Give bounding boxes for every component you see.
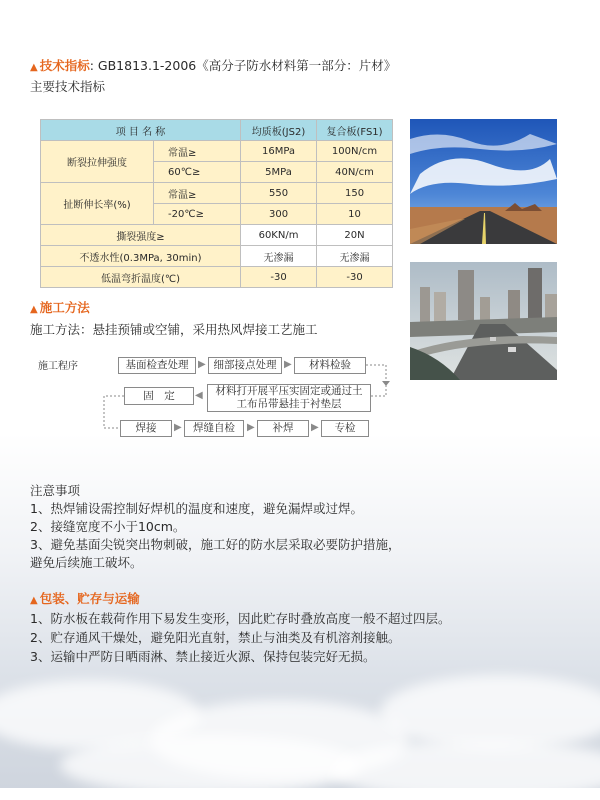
arrow-right-icon: ▶ bbox=[247, 422, 255, 433]
flow-label: 施工程序 bbox=[38, 361, 78, 372]
row-name: 低温弯折温度(℃) bbox=[41, 267, 241, 288]
construction-heading-label: 施工方法 bbox=[39, 300, 90, 315]
row-name: 撕裂强度≥ bbox=[41, 225, 241, 246]
row-condition: 常温≥ bbox=[154, 183, 241, 204]
packing-item: 1、防水板在载荷作用下易发生变形，因此贮存时叠放高度一般不超过四层。 bbox=[30, 611, 451, 626]
packing-heading-label: 包装、贮存与运输 bbox=[39, 591, 140, 606]
row-name: 扯断伸长率(%) bbox=[41, 183, 154, 225]
packing-heading bbox=[30, 589, 140, 607]
spec-heading-standard: : GB1813.1-2006《高分子防水材料第一部分：片材》 bbox=[89, 58, 397, 73]
flow-step-detail: 细部接点处理 bbox=[208, 357, 282, 374]
arrow-right-icon: ▶ bbox=[174, 422, 182, 433]
cell-fs1: 100N/cm bbox=[317, 141, 393, 162]
flow-step-lay-fix-line1: 材料打开展平压实固定或通过土 bbox=[215, 385, 363, 397]
col-item-header: 项 目 名 称 bbox=[41, 120, 241, 141]
row-condition: 60℃≥ bbox=[154, 162, 241, 183]
note-item: 3、避免基面尖锐突出物刺破，施工好的防水层采取必要防护措施， bbox=[30, 537, 401, 552]
construction-method-text: 施工方法：悬挂预铺或空铺，采用热风焊接工艺施工 bbox=[30, 322, 318, 337]
cell-js2: -30 bbox=[241, 267, 317, 288]
note-item: 1、热焊铺设需控制好焊机的温度和速度，避免漏焊或过焊。 bbox=[30, 501, 363, 516]
flow-step-repair-weld: 补焊 bbox=[257, 420, 309, 437]
row-name: 断裂拉伸强度 bbox=[41, 141, 154, 183]
flow-step-base-check: 基面检查处理 bbox=[118, 357, 196, 374]
triangle-bullet-icon: ▲ bbox=[30, 595, 38, 606]
cell-js2: 300 bbox=[241, 204, 317, 225]
cell-fs1: 40N/cm bbox=[317, 162, 393, 183]
packing-item: 2、贮存通风干燥处，避免阳光直射，禁止与油类及有机溶剂接触。 bbox=[30, 630, 401, 645]
cell-fs1: 无渗漏 bbox=[317, 246, 393, 267]
col-fs1-header: 复合板(FS1) bbox=[317, 120, 393, 141]
cell-js2: 550 bbox=[241, 183, 317, 204]
spec-heading-label: 技术指标 bbox=[39, 58, 90, 73]
note-item-continued: 避免后续施工破坏。 bbox=[30, 555, 143, 570]
arrow-right-icon: ▶ bbox=[311, 422, 319, 433]
flow-step-self-check: 焊缝自检 bbox=[184, 420, 244, 437]
arrow-left-icon: ◀ bbox=[195, 390, 203, 401]
note-item: 2、接缝宽度不小于10cm。 bbox=[30, 519, 186, 534]
cell-fs1: 10 bbox=[317, 204, 393, 225]
notes-title: 注意事项 bbox=[30, 483, 81, 498]
flow-step-weld: 焊接 bbox=[120, 420, 172, 437]
triangle-bullet-icon: ▲ bbox=[30, 62, 38, 73]
flow-step-lay-fix bbox=[207, 384, 371, 412]
flow-step-fix: 固 定 bbox=[124, 387, 194, 405]
packing-item: 3、运输中严防日晒雨淋、禁止接近火源、保持包装完好无损。 bbox=[30, 649, 376, 664]
triangle-bullet-icon: ▲ bbox=[30, 304, 38, 315]
cell-fs1: 20N bbox=[317, 225, 393, 246]
cell-js2: 无渗漏 bbox=[241, 246, 317, 267]
flow-step-material-inspect: 材料检验 bbox=[294, 357, 366, 374]
cell-fs1: 150 bbox=[317, 183, 393, 204]
flow-step-inspection: 专检 bbox=[321, 420, 369, 437]
cell-js2: 60KN/m bbox=[241, 225, 317, 246]
row-condition: -20℃≥ bbox=[154, 204, 241, 225]
flow-step-lay-fix-line2: 工布吊带悬挂于衬垫层 bbox=[236, 398, 342, 410]
col-js2-header: 均质板(JS2) bbox=[241, 120, 317, 141]
arrow-right-icon: ▶ bbox=[284, 359, 292, 370]
spec-subtitle: 主要技术指标 bbox=[30, 79, 106, 94]
row-condition: 常温≥ bbox=[154, 141, 241, 162]
cell-fs1: -30 bbox=[317, 267, 393, 288]
cell-js2: 5MPa bbox=[241, 162, 317, 183]
cell-js2: 16MPa bbox=[241, 141, 317, 162]
arrow-right-icon: ▶ bbox=[198, 359, 206, 370]
row-name: 不透水性(0.3MPa, 30min) bbox=[41, 246, 241, 267]
